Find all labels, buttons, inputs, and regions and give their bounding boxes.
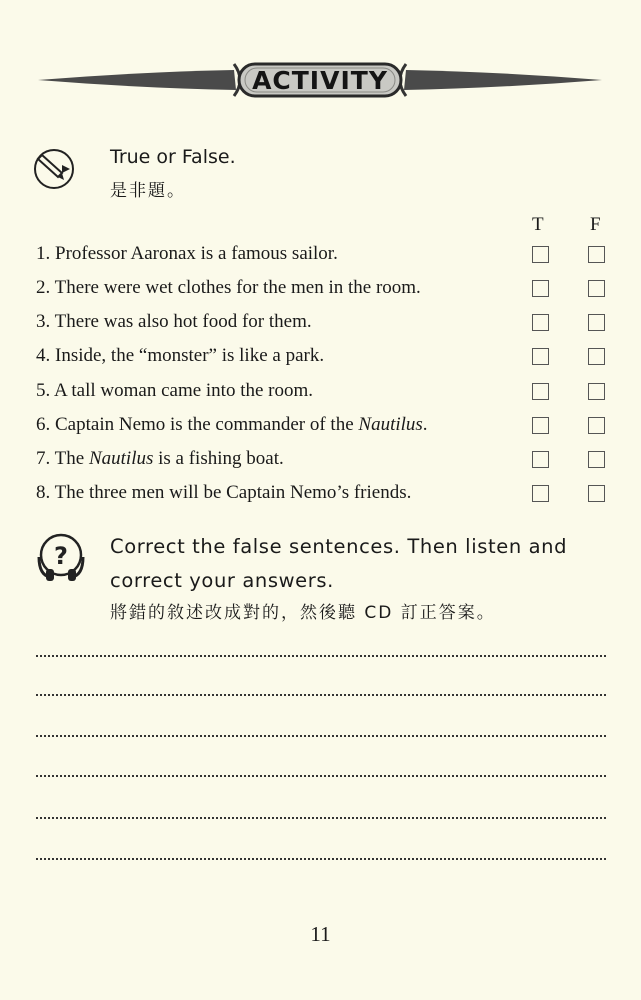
- question-text-part: A tall woman came into the room.: [53, 380, 314, 401]
- false-checkbox[interactable]: [588, 246, 605, 263]
- banner-title: ACTIVITY: [252, 66, 388, 95]
- svg-text:?: ?: [54, 542, 68, 570]
- question-row: [36, 414, 616, 444]
- true-checkbox[interactable]: [532, 383, 549, 400]
- answer-line[interactable]: [36, 817, 606, 819]
- question-text-part: is a fishing boat.: [153, 448, 284, 469]
- question-text: [36, 448, 284, 470]
- false-checkbox[interactable]: [588, 417, 605, 434]
- question-number: 7.: [36, 448, 51, 469]
- answer-line[interactable]: [36, 694, 606, 696]
- false-checkbox[interactable]: [588, 451, 605, 468]
- question-number: 3.: [36, 311, 51, 332]
- question-number: 5.: [36, 380, 51, 401]
- pencil-icon: [32, 147, 76, 191]
- question-text-part: Captain Nemo is the commander of the: [55, 414, 359, 435]
- question-text: [36, 277, 421, 299]
- page-number: 11: [310, 922, 331, 946]
- false-checkbox[interactable]: [588, 348, 605, 365]
- true-checkbox[interactable]: [532, 280, 549, 297]
- question-text-part: There were wet clothes for the men in the room.: [54, 277, 421, 298]
- question-row: [36, 345, 616, 375]
- true-checkbox[interactable]: [532, 246, 549, 263]
- column-false-header: F: [590, 214, 601, 235]
- true-checkbox[interactable]: [532, 417, 549, 434]
- question-text: [36, 243, 338, 265]
- section2-title: Correct the false sentences. Then listen and correct your answers.: [110, 535, 568, 592]
- question-text-part: Inside, the “monster” is like a park.: [55, 345, 325, 366]
- question-text-part: The three men will be Captain Nemo’s friends.: [54, 482, 412, 503]
- question-text: [36, 414, 428, 436]
- false-checkbox[interactable]: [588, 314, 605, 331]
- question-text: [36, 311, 312, 333]
- answer-line[interactable]: [36, 775, 606, 777]
- question-text: [36, 380, 313, 402]
- true-checkbox[interactable]: [532, 348, 549, 365]
- question-number: 6.: [36, 414, 51, 435]
- listen-help-icon: [36, 531, 86, 587]
- question-number: 8.: [36, 482, 51, 503]
- answer-line[interactable]: [36, 858, 606, 860]
- question-number: 1.: [36, 243, 51, 264]
- section2-subtitle: 將錯的敘述改成對的，然後聽 CD 訂正答案。: [110, 603, 496, 623]
- section1-title: True or False.: [110, 146, 236, 168]
- question-text: [36, 345, 324, 367]
- true-checkbox[interactable]: [532, 485, 549, 502]
- question-text-part: Professor Aaronax is a famous sailor.: [55, 243, 338, 264]
- false-checkbox[interactable]: [588, 383, 605, 400]
- false-checkbox[interactable]: [588, 280, 605, 297]
- column-true-header: T: [532, 214, 544, 235]
- true-checkbox[interactable]: [532, 451, 549, 468]
- false-checkbox[interactable]: [588, 485, 605, 502]
- question-row: [36, 380, 616, 410]
- question-text: [36, 482, 411, 504]
- question-text-part: There was also hot food for them.: [54, 311, 312, 332]
- question-number: 2.: [36, 277, 51, 298]
- question-row: [36, 311, 616, 341]
- answer-line[interactable]: [36, 655, 606, 657]
- question-row: [36, 243, 616, 273]
- question-row: [36, 448, 616, 478]
- section1-subtitle: 是非題。: [110, 181, 186, 201]
- question-row: [36, 277, 616, 307]
- answer-line[interactable]: [36, 735, 606, 737]
- question-text-part: .: [422, 414, 428, 435]
- question-text-italic: Nautilus: [88, 448, 154, 469]
- true-checkbox[interactable]: [532, 314, 549, 331]
- question-text-part: The: [54, 448, 89, 469]
- question-row: [36, 482, 616, 512]
- question-number: 4.: [36, 345, 51, 366]
- activity-banner: [38, 58, 602, 102]
- question-text-italic: Nautilus: [358, 414, 423, 435]
